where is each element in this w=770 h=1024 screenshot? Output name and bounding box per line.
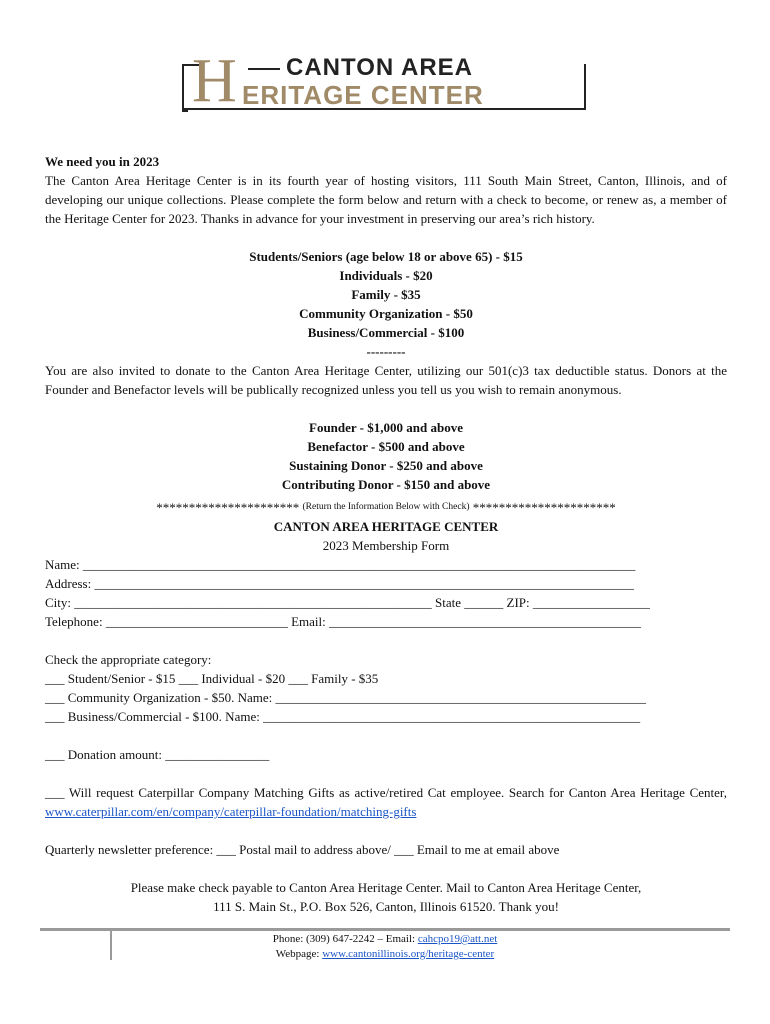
- intro-heading: We need you in 2023: [45, 154, 160, 169]
- website-link[interactable]: www.cantonillinois.org/heritage-center: [322, 948, 495, 960]
- donor-level: Founder - $1,000 and above: [309, 420, 463, 435]
- stars-left: **********************: [156, 500, 300, 515]
- footer: [40, 932, 730, 962]
- logo-frame: [584, 64, 586, 110]
- form-title: CANTON AREA HERITAGE CENTER: [273, 519, 499, 534]
- intro-paragraph: The Canton Area Heritage Center is in its fourth year of hosting visitors, 111 South Main Street, Canton, Illinois, and of developing our unique collections. Please complete the form below and return with a check to become, or renew as, a member of the Heritage Center for 2023. Thanks in advance for your investment in preserving our area’s rich history.: [45, 173, 727, 226]
- heritage-center-logo: [182, 47, 586, 115]
- community-org-option[interactable]: ___ Community Organization - $50. Name: _________________________________________________________: [45, 690, 646, 705]
- donate-paragraph: You are also invited to donate to the Canton Area Heritage Center, utilizing our 501(c)3 tax deductible status. Donors at the Founder and Benefactor levels will be publically recognized unless you tell us you wish to remain anonymous.: [45, 363, 727, 397]
- city-state-zip-field[interactable]: City: _______________________________________________________ State ______ ZIP: __________________: [45, 595, 650, 610]
- membership-level: Family - $35: [351, 287, 421, 302]
- category-options-row[interactable]: ___ Student/Senior - $15 ___ Individual - $20 ___ Family - $35: [45, 671, 379, 686]
- form-subtitle: 2023 Membership Form: [322, 538, 450, 553]
- donation-amount-field[interactable]: ___ Donation amount: ________________: [45, 747, 270, 762]
- separator: ---------: [366, 344, 406, 359]
- footer-divider: [40, 928, 730, 931]
- membership-level: Community Organization - $50: [299, 306, 473, 321]
- membership-level: Students/Seniors (age below 18 or above 65) - $15: [249, 249, 523, 264]
- logo-letter: H: [192, 47, 237, 115]
- membership-levels: [45, 247, 727, 361]
- footer-web: Webpage: www.cantonillinois.org/heritage-center: [275, 948, 495, 960]
- caterpillar-link[interactable]: www.caterpillar.com/en/company/caterpillar-foundation/matching-gifts: [45, 804, 417, 819]
- mailing-address: 111 S. Main St., P.O. Box 526, Canton, Illinois 61520. Thank you!: [213, 899, 559, 914]
- address-field[interactable]: Address: ___________________________________________________________________________________: [45, 576, 634, 591]
- phone-email-field[interactable]: Telephone: ____________________________ Email: ________________________________________________: [45, 614, 641, 629]
- newsletter-preference[interactable]: Quarterly newsletter preference: ___ Postal mail to address above/ ___ Email to me at email above: [45, 842, 560, 857]
- membership-level: Individuals - $20: [339, 268, 433, 283]
- logo-line-2: ERITAGE CENTER: [242, 80, 484, 110]
- category-label: Check the appropriate category:: [45, 652, 212, 667]
- return-note-row: [45, 498, 727, 517]
- logo-frame: [182, 64, 188, 112]
- donor-level: Sustaining Donor - $250 and above: [289, 458, 483, 473]
- stars-right: **********************: [472, 500, 616, 515]
- business-option[interactable]: ___ Business/Commercial - $100. Name: __________________________________________________________: [45, 709, 641, 724]
- name-field[interactable]: Name: _____________________________________________________________________________________: [45, 557, 636, 572]
- donor-level: Contributing Donor - $150 and above: [281, 477, 491, 492]
- matching-gifts-option[interactable]: ___ Will request Caterpillar Company Matching Gifts as active/retired Cat employee. Search for Canton Area Heritage Center, www.caterpillar.com/en/company/caterpillar-foundation/matching-gifts: [45, 785, 727, 819]
- footer-contact: Phone: (309) 647-2242 – Email: cahcpo19@att.net: [272, 933, 498, 945]
- donor-levels: [45, 418, 727, 494]
- return-note: (Return the Information Below with Check): [302, 502, 470, 512]
- donor-level: Benefactor - $500 and above: [307, 439, 465, 454]
- payment-instructions: Please make check payable to Canton Area Heritage Center. Mail to Canton Area Heritage Center,: [130, 880, 642, 895]
- document-body: [45, 152, 727, 916]
- logo-line-1: CANTON AREA: [248, 54, 473, 82]
- email-link[interactable]: cahcpo19@att.net: [417, 933, 498, 945]
- membership-level: Business/Commercial - $100: [307, 325, 465, 340]
